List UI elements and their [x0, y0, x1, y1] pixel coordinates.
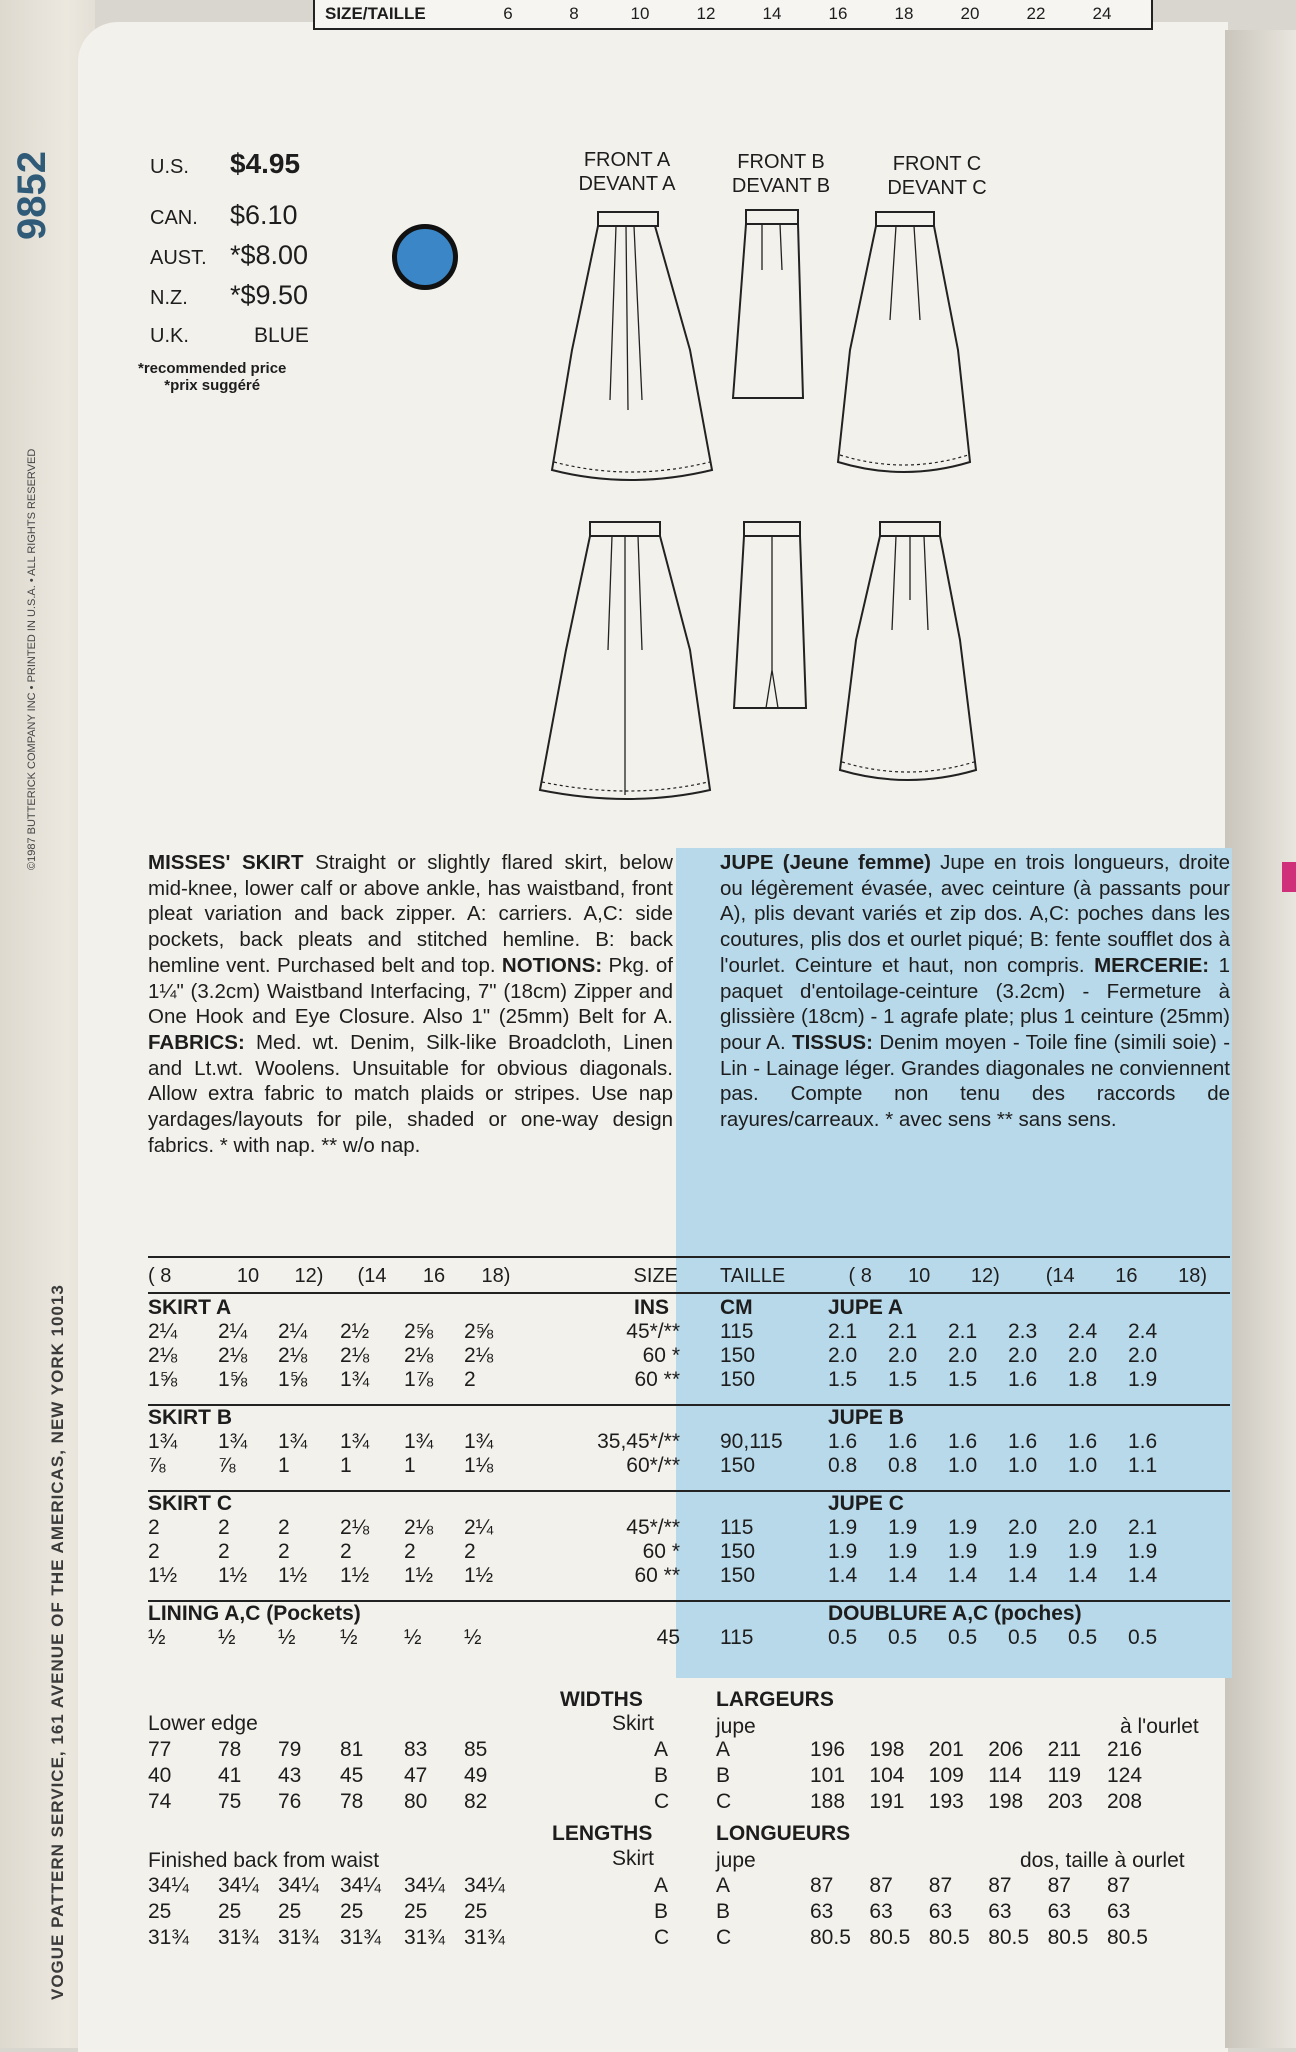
lengths-heading: LENGTHS: [552, 1822, 653, 1845]
yardage-cell-metric: 2.1: [888, 1320, 918, 1343]
yardage-cell: 2⅛: [404, 1344, 434, 1367]
widths-jupe-label: jupe: [716, 1715, 756, 1738]
yardage-cell-metric: 2.0: [1068, 1516, 1098, 1539]
lengths-view: A: [654, 1874, 669, 1897]
yardage-cm: 150: [720, 1540, 756, 1563]
lengths-cell: 34¼: [464, 1874, 505, 1897]
widths-cell: 47: [404, 1764, 428, 1787]
yardage-cell-metric: 0.5: [948, 1626, 978, 1649]
ins-label: INS: [634, 1296, 670, 1319]
yardage-cell-metric: 1.6: [948, 1430, 978, 1453]
yardage-cell: ⅞: [148, 1454, 166, 1477]
lengths-cell-metric: 63: [928, 1900, 953, 1923]
yardage-cell-metric: 2.0: [1128, 1344, 1158, 1367]
widths-view-fr: A: [716, 1738, 731, 1761]
widths-view: C: [654, 1790, 670, 1813]
widths-cell: 79: [278, 1738, 302, 1761]
lengths-cell: 31¾: [148, 1926, 189, 1949]
yardage-cell-metric: 0.5: [1068, 1626, 1098, 1649]
yardage-group-label-fr: JUPE B: [828, 1406, 904, 1429]
yardage-cell-metric: 1.4: [948, 1564, 978, 1587]
widths-cell-metric: 104: [869, 1764, 905, 1787]
yardage-cell: 2⅛: [148, 1344, 178, 1367]
yardage-header-left: ( 8 10 12) (14 16 18) SIZE: [148, 1264, 678, 1287]
yardage-cell: 1½: [218, 1564, 248, 1587]
yardage-cell: 1½: [404, 1564, 434, 1587]
lengths-cell: 34¼: [278, 1874, 319, 1897]
widths-cell-metric: 206: [988, 1738, 1024, 1761]
yardage-cell: 1¾: [404, 1430, 434, 1453]
widths-cell-metric: 193: [928, 1790, 964, 1813]
yardage-cell: 1¾: [340, 1430, 370, 1453]
yardage-group-label-fr: DOUBLURE A,C (poches): [828, 1602, 1082, 1625]
lengths-cell-metric: 80.5: [1047, 1926, 1089, 1949]
price-uk: U.K. BLUE: [150, 324, 309, 347]
description-english: MISSES' SKIRT Straight or slightly flared skirt, below mid-knee, lower calf or above ankle, has waistband, front pleat variation and back zipper. A: carriers. A,C: side pockets, back pleats and stitched hemline. B: back hemline vent. Purchased belt and top. NOTIONS: Pkg. of 1¼" (3.2cm) Waistband Interfacing, 7" (18cm) Zipper and One Hook and Eye Closure. Also 1" (25mm) Belt for A. FABRICS: Med. wt. Denim, Silk-like Broadcloth, Linen and Lt.wt. Woolens. Unsuitable for obvious diagonals. Allow extra fabric to match plaids or stripes. Use nap yardages/layouts for pile, shaded or one-way design fabrics. * with nap. ** w/o nap.: [148, 851, 674, 1157]
widths-cell-metric: 124: [1107, 1764, 1143, 1787]
widths-view: B: [654, 1764, 669, 1787]
yardage-cell-metric: 1.9: [948, 1540, 978, 1563]
yardage-cell: 2⅛: [218, 1344, 248, 1367]
yardage-ins: 60 *: [642, 1540, 680, 1563]
divider: [148, 1404, 1230, 1406]
yardage-cell-metric: 1.4: [828, 1564, 858, 1587]
lengths-cell-metric: 63: [988, 1900, 1012, 1923]
lengths-view: B: [654, 1900, 669, 1923]
lengths-skirt-label: Skirt: [612, 1847, 654, 1870]
lengths-cell-metric: 87: [1107, 1874, 1131, 1897]
widths-cell-metric: 188: [810, 1790, 846, 1813]
yardage-cell: 1½: [148, 1564, 178, 1587]
yardage-cell-metric: 1.4: [1068, 1564, 1098, 1587]
widths-cell: 43: [278, 1764, 302, 1787]
yardage-cell: ½: [278, 1626, 296, 1649]
size-header-size: 20: [960, 4, 980, 23]
yardage-ins: 45: [656, 1626, 680, 1649]
yardage-cell-metric: 2.0: [1008, 1344, 1038, 1367]
yardage-cell: 1½: [464, 1564, 494, 1587]
yardage-cell-metric: 1.6: [888, 1430, 918, 1453]
lengths-cell-metric: 80.5: [988, 1926, 1030, 1949]
yardage-cell-metric: 1.4: [1128, 1564, 1158, 1587]
widths-cell-metric: 109: [928, 1764, 964, 1787]
widths-cell: 76: [278, 1790, 302, 1813]
yardage-cell: 2: [464, 1368, 476, 1391]
size-header-size: 12: [696, 4, 716, 23]
yardage-cell-metric: 2.0: [1068, 1344, 1098, 1367]
widths-cell-metric: 216: [1107, 1738, 1143, 1761]
yardage-cell: ½: [218, 1626, 236, 1649]
lengths-cell-metric: 87: [1047, 1874, 1071, 1897]
yardage-cell: 1¾: [218, 1430, 248, 1453]
divider: [148, 1490, 1230, 1492]
size-header-size: 10: [630, 4, 650, 23]
lengths-cell-metric: 63: [1047, 1900, 1071, 1923]
lengths-cell: 31¾: [278, 1926, 319, 1949]
yardage-cell: ½: [148, 1626, 166, 1649]
yardage-ins: 60 *: [642, 1344, 680, 1367]
lengths-cell-metric: 87: [988, 1874, 1012, 1897]
yardage-cell-metric: 1.0: [1068, 1454, 1098, 1477]
yardage-ins: 45*/**: [626, 1320, 680, 1343]
yardage-group-label: SKIRT A: [148, 1296, 232, 1319]
widths-cell-metric: 201: [928, 1738, 964, 1761]
yardage-group-label: LINING A,C (Pockets): [148, 1602, 361, 1625]
widths-skirt-label: Skirt: [612, 1712, 654, 1735]
yardage-cell: 1: [278, 1454, 290, 1477]
size-header-size: 8: [569, 4, 579, 23]
widths-cell-metric: 208: [1107, 1790, 1143, 1813]
yardage-cell: 2: [278, 1540, 290, 1563]
lengths-cell: 25: [218, 1900, 242, 1923]
lengths-cell-metric: 87: [810, 1874, 834, 1897]
yardage-cell: 2: [340, 1540, 352, 1563]
yardage-cell-metric: 1.0: [948, 1454, 978, 1477]
widths-cell: 75: [218, 1790, 242, 1813]
lengths-cell-metric: 80.5: [1107, 1926, 1148, 1949]
description-french: JUPE (Jeune femme) Jupe en trois longueurs, droite ou légèrement évasée, avec ceinture (à passants pour A), plis devant variés et zip dos. A,C: poches dans les coutures, plis dos et ourlet piqué; B: fente soufflet dos à l'ourlet. Ceinture et haut, non compris. MERCERIE: 1 paquet d'entoilage-ceinture (3.2cm) - Fermeture à glissière (18cm) - 1 agrafe plate; plus 1 ceinture (25mm) pour A. TISSUS: Denim moyen - Toile fine (simili soie) - Lin - Lainage léger. Grandes diagonales ne conviennent pas. Compte non tenu des raccords de rayures/carreaux. * avec sens ** sans sens.: [720, 851, 1231, 1132]
yardage-group-label: SKIRT C: [148, 1492, 232, 1515]
lengths-cell-metric: 87: [928, 1874, 953, 1897]
skirt-a-front-drawing: [552, 212, 712, 480]
yardage-cell-metric: 0.5: [1128, 1626, 1158, 1649]
yardage-cell-metric: 1.9: [1128, 1368, 1158, 1391]
yardage-cell-metric: 1.6: [1008, 1368, 1038, 1391]
yardage-cm: 150: [720, 1368, 756, 1391]
widths-cell-metric: 198: [988, 1790, 1024, 1813]
yardage-cell: 2⅛: [464, 1344, 494, 1367]
widths-cell-metric: 114: [988, 1764, 1022, 1787]
widths-cell: 78: [218, 1738, 242, 1761]
view-label-c: FRONT C DEVANT C: [887, 153, 987, 199]
yardage-cell: 2½: [340, 1320, 370, 1343]
lengths-view-fr: B: [716, 1900, 731, 1923]
widths-cell: 82: [464, 1790, 488, 1813]
yardage-cell-metric: 1.8: [1068, 1368, 1098, 1391]
yardage-cell-metric: 2.0: [828, 1344, 858, 1367]
lengths-cell: 25: [148, 1900, 172, 1923]
yardage-cm: 115: [720, 1320, 754, 1343]
lengths-view-fr: C: [716, 1926, 732, 1949]
widths-cell-metric: 101: [810, 1764, 846, 1787]
price-nz: N.Z. *$9.50: [150, 280, 309, 310]
yardage-cell-metric: 1.9: [828, 1516, 858, 1539]
size-header: [313, 0, 1153, 30]
yardage-cell-metric: 1.9: [1008, 1540, 1038, 1563]
price-us: U.S. $4.95: [150, 148, 301, 179]
yardage-cell-metric: 1.6: [1128, 1430, 1158, 1453]
yardage-cell: 2: [218, 1516, 230, 1539]
yardage-cell: 2: [218, 1540, 230, 1563]
yardage-cell-metric: 1.6: [1068, 1430, 1098, 1453]
pink-tab: [1282, 862, 1296, 892]
widths-cell: 74: [148, 1790, 172, 1813]
yardage-cell-metric: 2.0: [1008, 1516, 1038, 1539]
lengths-cell: 25: [278, 1900, 302, 1923]
yardage-cell-metric: 1.5: [948, 1368, 978, 1391]
yardage-cell: 2¼: [148, 1320, 178, 1343]
yardage-cell: 2⅛: [340, 1516, 370, 1539]
lengths-cell: 31¾: [340, 1926, 381, 1949]
widths-sub-label-fr: à l'ourlet: [1120, 1715, 1199, 1738]
yardage-cell-metric: 1.0: [1008, 1454, 1038, 1477]
size-header-size: 6: [503, 4, 513, 23]
yardage-cell: 2¼: [464, 1516, 494, 1539]
yardage-cell: 2⅝: [464, 1320, 494, 1343]
yardage-cell-metric: 1.9: [1128, 1540, 1158, 1563]
widths-heading: WIDTHS: [560, 1688, 643, 1711]
lengths-cell: 31¾: [464, 1926, 505, 1949]
skirt-c-front-drawing: [838, 212, 970, 472]
lengths-cell-metric: 80.5: [928, 1926, 970, 1949]
yardage-cell-metric: 1.6: [828, 1430, 858, 1453]
yardage-cell: 1½: [278, 1564, 308, 1587]
yardage-cell: 2¼: [218, 1320, 248, 1343]
lengths-cell: 25: [340, 1900, 364, 1923]
yardage-cell: ½: [340, 1626, 358, 1649]
yardage-cell-metric: 2.1: [948, 1320, 978, 1343]
widths-cell: 45: [340, 1764, 364, 1787]
price-can: CAN. $6.10: [150, 200, 298, 230]
yardage-cell: 2: [464, 1540, 476, 1563]
widths-cell-metric: 211: [1047, 1738, 1082, 1761]
skirt-a-back-drawing: [540, 522, 710, 799]
widths-view-fr: C: [716, 1790, 732, 1813]
size-header-size: 18: [894, 4, 914, 23]
yardage-cell-metric: 0.8: [888, 1454, 918, 1477]
yardage-cell: 2⅛: [278, 1344, 308, 1367]
yardage-cm: 115: [720, 1626, 754, 1649]
yardage-cell: 1⅛: [464, 1454, 494, 1477]
widths-cell-metric: 119: [1047, 1764, 1082, 1787]
size-header-size: 14: [762, 4, 782, 23]
widths-view: A: [654, 1738, 669, 1761]
yardage-cell: ⅞: [218, 1454, 236, 1477]
yardage-cell-metric: 0.8: [828, 1454, 858, 1477]
yardage-ins: 60*/**: [626, 1454, 680, 1477]
yardage-cell: ½: [464, 1626, 482, 1649]
skirt-b-back-drawing: [734, 522, 806, 708]
widths-cell: 81: [340, 1738, 364, 1761]
lengths-cell: 31¾: [404, 1926, 445, 1949]
yardage-cell: 2: [148, 1516, 160, 1539]
recommended-price-note: *recommended price *prix suggéré: [138, 360, 287, 394]
yardage-header-right: TAILLE ( 8 10 12) (14 16 18): [720, 1264, 1208, 1287]
lengths-cell: 25: [404, 1900, 428, 1923]
spine-address: VOGUE PATTERN SERVICE, 161 AVENUE OF THE AMERICAS, NEW YORK 10013: [48, 1284, 67, 2000]
price-aust: AUST. *$8.00: [150, 240, 309, 270]
lengths-sub-label: Finished back from waist: [148, 1849, 380, 1872]
yardage-ins: 35,45*/**: [597, 1430, 680, 1453]
yardage-cell: 1¾: [340, 1368, 370, 1391]
yardage-cell-metric: 1.9: [828, 1540, 858, 1563]
widths-cell-metric: 198: [869, 1738, 905, 1761]
lengths-cell-metric: 80.5: [869, 1926, 911, 1949]
widths-cell: 83: [404, 1738, 428, 1761]
view-label-b: FRONT B DEVANT B: [731, 151, 831, 197]
yardage-cell: 2¼: [278, 1320, 308, 1343]
yardage-cell: 2: [404, 1540, 416, 1563]
yardage-cell: 1½: [340, 1564, 370, 1587]
yardage-cell-metric: 2.4: [1128, 1320, 1158, 1343]
widths-cell: 49: [464, 1764, 488, 1787]
size-header-size: 24: [1092, 4, 1112, 23]
widths-cell-metric: 203: [1047, 1790, 1083, 1813]
lengths-cell: 31¾: [218, 1926, 259, 1949]
widths-sub-label: Lower edge: [148, 1712, 258, 1735]
yardage-group-label: SKIRT B: [148, 1406, 232, 1429]
yardage-cell-metric: 1.6: [1008, 1430, 1038, 1453]
longueurs-heading: LONGUEURS: [716, 1822, 851, 1845]
lengths-cell: 34¼: [148, 1874, 189, 1897]
skirt-c-back-drawing: [840, 522, 976, 780]
yardage-cell-metric: 2.4: [1068, 1320, 1098, 1343]
yardage-cell-metric: 1.5: [828, 1368, 858, 1391]
yardage-cell: 1: [340, 1454, 352, 1477]
yardage-cell-metric: 1.9: [948, 1516, 978, 1539]
lengths-cell-metric: 63: [1107, 1900, 1131, 1923]
yardage-cell: 1¾: [278, 1430, 308, 1453]
yardage-cell: 1¾: [148, 1430, 178, 1453]
size-header-label: SIZE/TAILLE: [325, 4, 426, 23]
yardage-ins: 60 **: [634, 1564, 680, 1587]
pattern-number: 9852: [10, 151, 54, 240]
yardage-cell-metric: 0.5: [1008, 1626, 1038, 1649]
yardage-cell-metric: 1.4: [1008, 1564, 1038, 1587]
widths-cell-metric: 196: [810, 1738, 846, 1761]
widths-cell: 77: [148, 1738, 172, 1761]
color-code-dot: [392, 224, 458, 290]
yardage-cell-metric: 2.0: [888, 1344, 918, 1367]
yardage-cell-metric: 1.9: [888, 1540, 918, 1563]
lengths-sub-label-fr: dos, taille à ourlet: [1020, 1849, 1185, 1872]
yardage-cell-metric: 1.4: [888, 1564, 918, 1587]
yardage-cell-metric: 1.9: [888, 1516, 918, 1539]
divider: [148, 1256, 1230, 1258]
yardage-cell: 1⅝: [218, 1368, 248, 1391]
yardage-cell: 2⅛: [340, 1344, 370, 1367]
view-label-a: FRONT A DEVANT A: [578, 149, 676, 195]
skirt-drawings: [530, 200, 1030, 820]
yardage-group-label-fr: JUPE A: [828, 1296, 904, 1319]
lengths-cell-metric: 87: [869, 1874, 893, 1897]
yardage-cell: 2: [148, 1540, 160, 1563]
divider: [148, 1292, 1230, 1294]
copyright-text: ©1987 BUTTERICK COMPANY INC • PRINTED IN U.S.A. • ALL RIGHTS RESERVED: [26, 448, 38, 870]
skirt-b-front-drawing: [733, 210, 803, 398]
yardage-cell: 1⅝: [278, 1368, 308, 1391]
widths-cell: 41: [218, 1764, 242, 1787]
yardage-cell-metric: 0.5: [828, 1626, 858, 1649]
size-header-size: 22: [1026, 4, 1046, 23]
yardage-cell: 2⅝: [404, 1320, 434, 1343]
yardage-cell: 1⅝: [148, 1368, 178, 1391]
right-paper-edge: [1225, 30, 1296, 2048]
yardage-cell-metric: 1.1: [1128, 1454, 1158, 1477]
lengths-cell-metric: 63: [869, 1900, 893, 1923]
lengths-cell: 34¼: [218, 1874, 259, 1897]
widths-cell-metric: 191: [869, 1790, 905, 1813]
yardage-cm: 150: [720, 1344, 756, 1367]
widths-cell: 80: [404, 1790, 428, 1813]
lengths-cell: 34¼: [404, 1874, 445, 1897]
yardage-cell-metric: 2.0: [948, 1344, 978, 1367]
widths-cell: 40: [148, 1764, 172, 1787]
widths-cell: 78: [340, 1790, 364, 1813]
yardage-group-label-fr: JUPE C: [828, 1492, 904, 1515]
largeurs-heading: LARGEURS: [716, 1688, 834, 1711]
lengths-cell: 34¼: [340, 1874, 381, 1897]
widths-cell: 85: [464, 1738, 488, 1761]
lengths-view: C: [654, 1926, 670, 1949]
lengths-cell-metric: 63: [810, 1900, 834, 1923]
yardage-cell: 2⅛: [404, 1516, 434, 1539]
yardage-cm: 150: [720, 1564, 756, 1587]
yardage-cell-metric: 0.5: [888, 1626, 918, 1649]
yardage-cell-metric: 2.1: [828, 1320, 858, 1343]
widths-view-fr: B: [716, 1764, 731, 1787]
yardage-cell-metric: 1.5: [888, 1368, 918, 1391]
yardage-cell-metric: 1.9: [1068, 1540, 1098, 1563]
yardage-cell: 1: [404, 1454, 416, 1477]
cm-label: CM: [720, 1296, 753, 1319]
yardage-cm: 90,115: [720, 1430, 783, 1453]
yardage-cell-metric: 2.1: [1128, 1516, 1158, 1539]
lengths-jupe-label: jupe: [716, 1849, 756, 1872]
yardage-ins: 60 **: [634, 1368, 680, 1391]
yardage-ins: 45*/**: [626, 1516, 680, 1539]
yardage-cell-metric: 2.3: [1008, 1320, 1038, 1343]
yardage-cm: 150: [720, 1454, 756, 1477]
yardage-cell: 1⅞: [404, 1368, 434, 1391]
lengths-cell-metric: 80.5: [810, 1926, 851, 1949]
yardage-cell: 2: [278, 1516, 290, 1539]
lengths-cell: 25: [464, 1900, 488, 1923]
yardage-cell: ½: [404, 1626, 422, 1649]
yardage-cm: 115: [720, 1516, 754, 1539]
lengths-view-fr: A: [716, 1874, 731, 1897]
yardage-cell: 1¾: [464, 1430, 494, 1453]
size-header-size: 16: [828, 4, 848, 23]
